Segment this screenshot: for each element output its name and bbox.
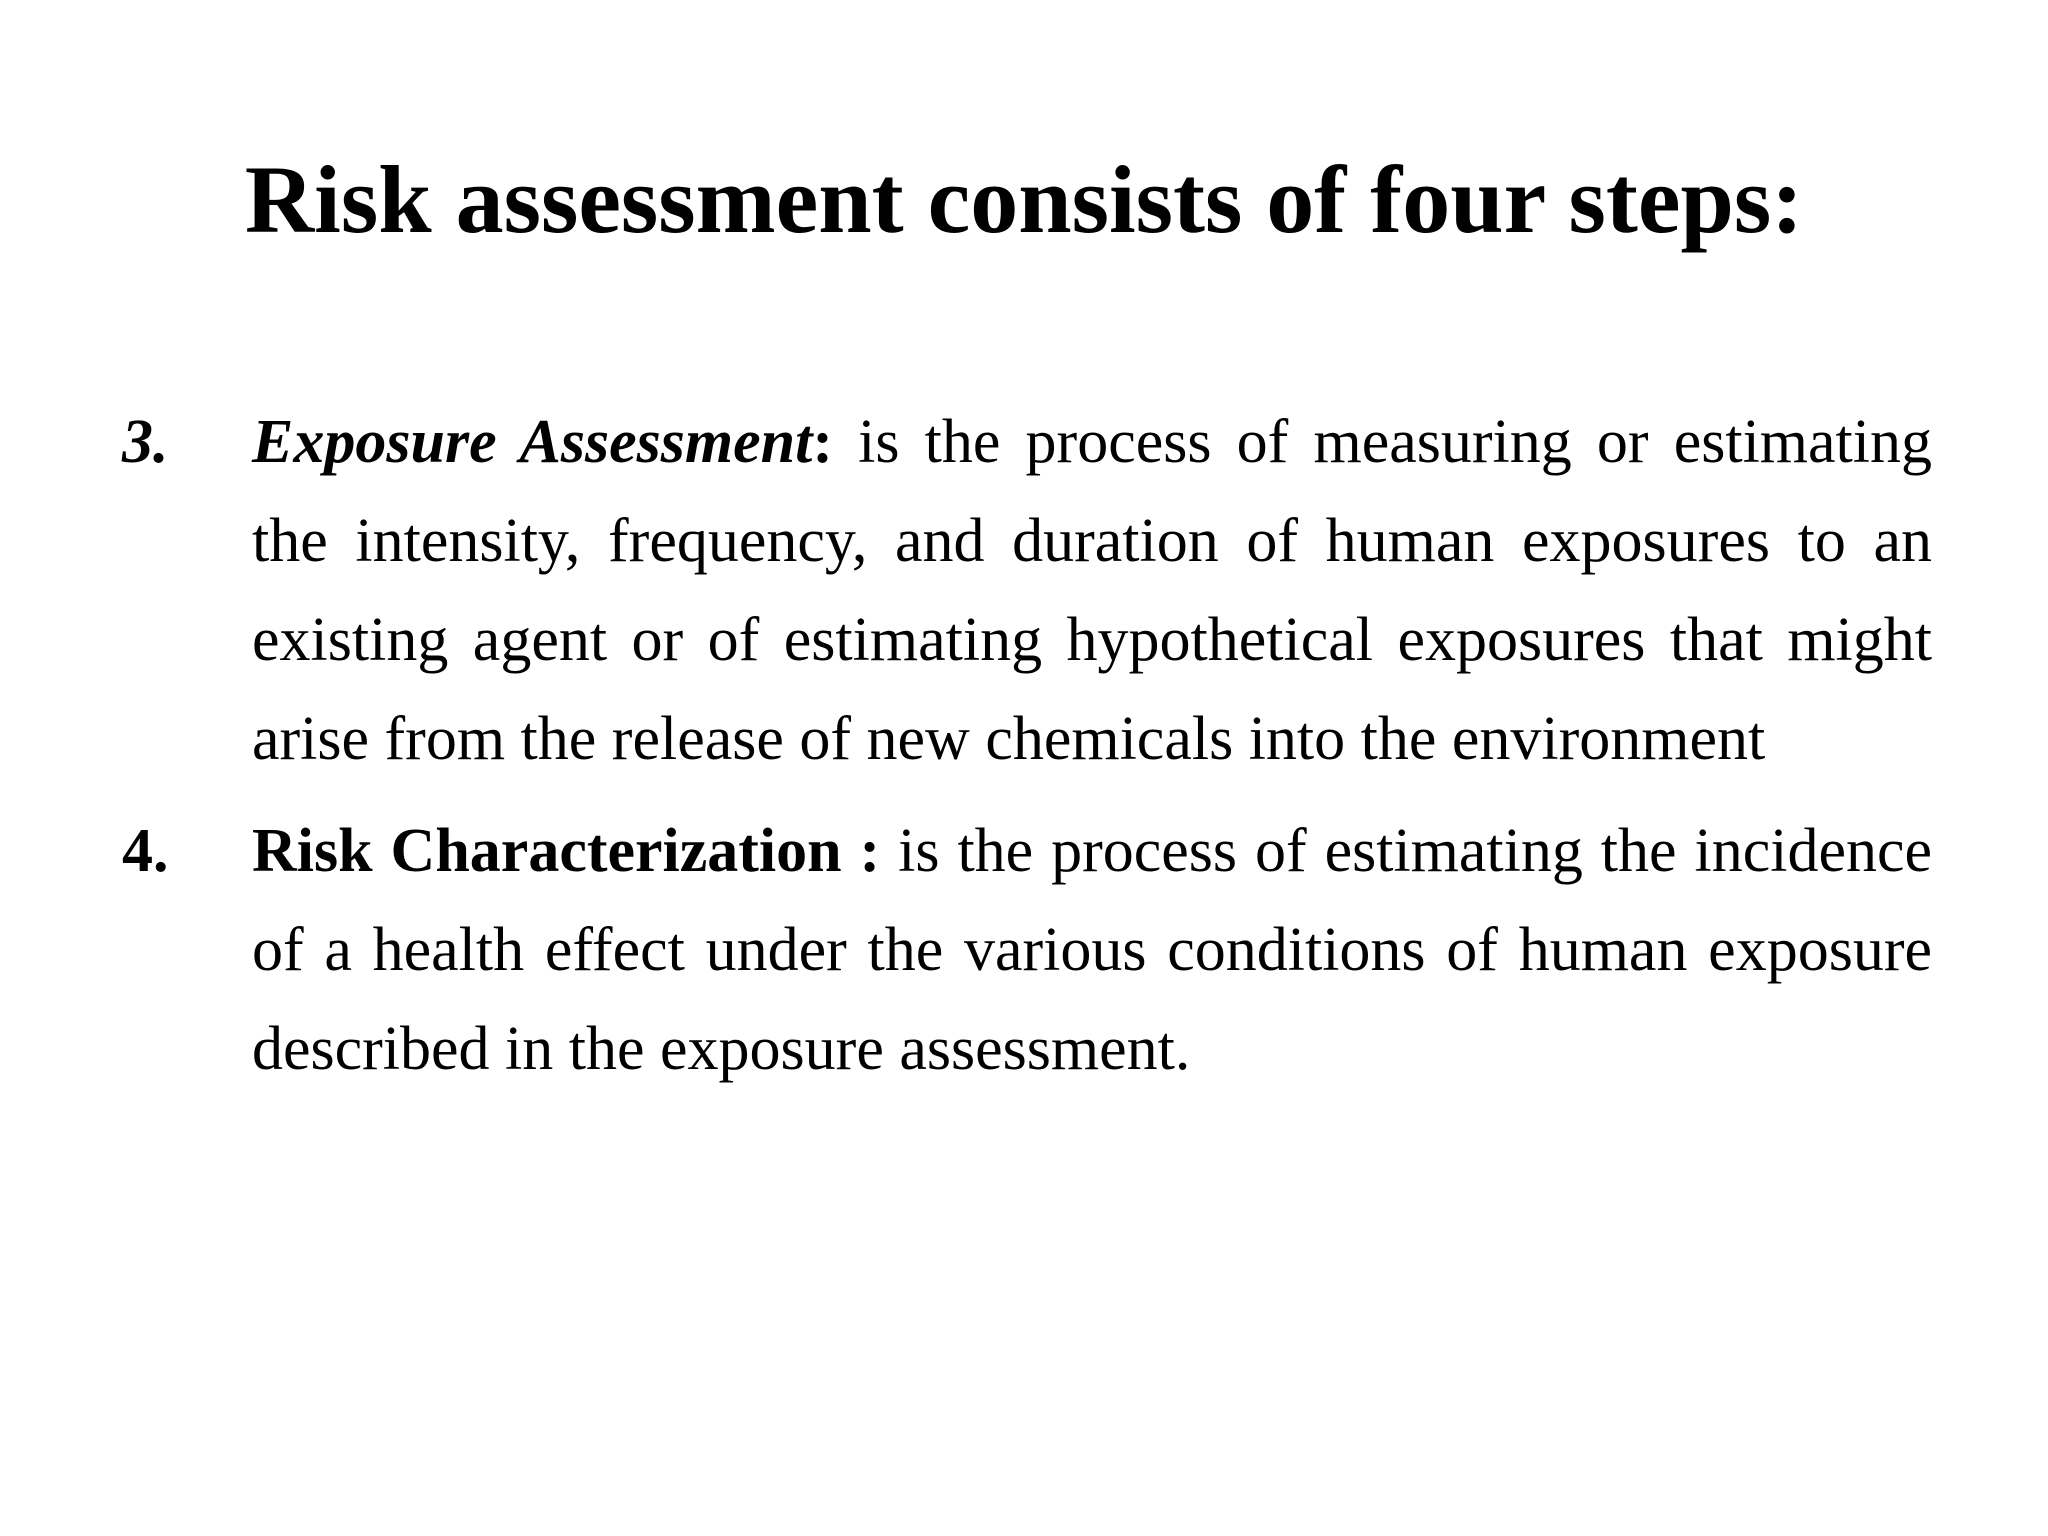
- list-item-number: 3.: [122, 408, 169, 476]
- list-item-term: Exposure Assessment: [252, 408, 813, 476]
- slide-title: Risk assessment consists of four steps:: [244, 146, 1804, 253]
- list-item-text: is the process of estimating the incidence of a health effect under the various conditions of human exposure described in the exposure assessment.: [252, 817, 1933, 1083]
- list-item-separator: :: [841, 817, 881, 885]
- list-item-separator: :: [812, 408, 833, 476]
- list-item-risk-characterization: [122, 802, 1932, 1099]
- list-item-number: 4.: [122, 817, 169, 885]
- list-item-text: is the process of measuring or estimating the intensity, frequency, and duration of human exposures to an existing agent or of estimating hypothetical exposures that might arise from the release of new chemicals into the environment: [252, 408, 1932, 773]
- numbered-list: [122, 393, 1932, 1112]
- list-item-exposure-assessment: [122, 393, 1932, 789]
- list-item-term: Risk Characterization: [252, 817, 842, 885]
